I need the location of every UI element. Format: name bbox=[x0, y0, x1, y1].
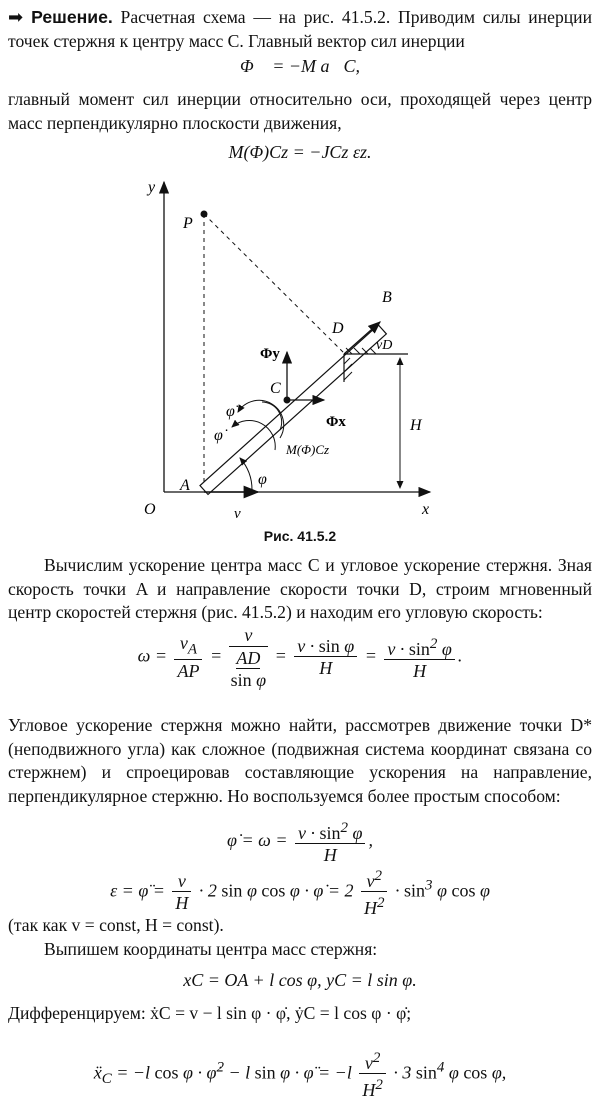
label-d: D bbox=[332, 320, 344, 337]
point-p bbox=[201, 211, 208, 218]
label-moment: M(Φ)Cz bbox=[286, 442, 330, 457]
label-phi-y: Φy bbox=[260, 346, 280, 362]
equation-x-ddot: ẍ$_C$ = −l cos φ · φ̇$^2$ − l sin φ · φ̈ = −l $\frac{v^2}{H^2}$ · 3 $\sin^4 \varphi$ cos φ, bbox=[93, 1050, 507, 1100]
equation-omega: ω = $\frac{v_A}{AP}$ = v AD sin φ = $\frac{\text{v · sin φ}}{H}$ = $\frac{v \cdot \sin^2 \varphi}{H}$ . bbox=[137, 625, 463, 690]
equation-1: Φ⃗ = −M a⃗C, bbox=[240, 56, 360, 76]
paragraph-7: Дифференцируем: ẋC = v − l sin φ · φ̇, ẏC = l cos φ · φ̇; bbox=[8, 1003, 412, 1023]
label-c: C bbox=[270, 380, 281, 397]
figure-41-5-2 bbox=[130, 172, 450, 528]
label-vd: vD bbox=[376, 338, 393, 353]
paragraph-2: главный момент сил инерции относительно оси, проходящей через центр масс перпендикулярно плоскости движения, bbox=[8, 89, 592, 133]
label-phi-ddot: φ̈ bbox=[226, 403, 235, 420]
equation-main-moment bbox=[0, 142, 600, 163]
paragraph-3: Вычислим ускорение центра масс C и угловое ускорение стержня. Зная скорость точки A и направление скорости точки D, строим мгновенный центр скоростей стержня (рис. 41.5.2) и находим его угловую скорость: bbox=[8, 555, 592, 622]
label-o: O bbox=[144, 501, 156, 518]
equation-epsilon: ε = φ̈ = $\frac{v}{H}$ · 2 sin φ cos φ · φ̇ = 2 $\frac{v^2}{H^2}$ · $\sin^3 \varphi$ cos φ bbox=[110, 868, 490, 918]
label-y: y bbox=[148, 179, 156, 196]
equation-coords: xC = OA + l cos φ, yC = l sin φ. bbox=[183, 970, 417, 990]
label-v: v bbox=[234, 506, 241, 522]
label-phi-x: Φx bbox=[326, 414, 346, 430]
label-h: H bbox=[410, 417, 422, 434]
paragraph-6: Выпишем координаты центра масс стержня: bbox=[44, 939, 378, 959]
paragraph-5: (так как v = const, H = const). bbox=[8, 915, 224, 935]
equation-coordinates bbox=[0, 970, 600, 991]
paragraph-4: Угловое ускорение стержня можно найти, рассмотрев движение точки D* (неподвижного угла) как сложное (подвижная система координат связана со стержнем) и спроецировав составляющие ускорения на направление, перпендикулярное стержню. Но воспользуемся более простым способом: bbox=[8, 715, 592, 806]
arrow-icon: ➡ bbox=[8, 7, 24, 28]
label-p: P bbox=[183, 215, 193, 232]
label-x: x bbox=[422, 501, 430, 518]
equation-main-vector bbox=[0, 56, 600, 77]
figure-caption: Рис. 41.5.2 bbox=[263, 528, 337, 544]
paragraph-1: Расчетная схема — на рис. 41.5.2. Приводим силы инерции точек стержня к центру масс C. Главный вектор сил инерции bbox=[8, 7, 592, 51]
label-phi: φ bbox=[258, 471, 267, 488]
dashed-line-pd bbox=[204, 214, 345, 354]
label-b: B bbox=[382, 289, 392, 306]
label-a: A bbox=[180, 477, 190, 494]
label-phi-dot: φ̇ bbox=[214, 427, 223, 444]
equation-phi-dot: φ̇ = ω = $\frac{v \cdot \sin^2 \varphi}{H}$ , bbox=[227, 820, 373, 865]
section-heading: Решение. bbox=[31, 7, 113, 27]
intro-paragraph bbox=[8, 6, 592, 53]
equation-2: M(Φ)Cz = −JCz εz. bbox=[228, 142, 372, 162]
